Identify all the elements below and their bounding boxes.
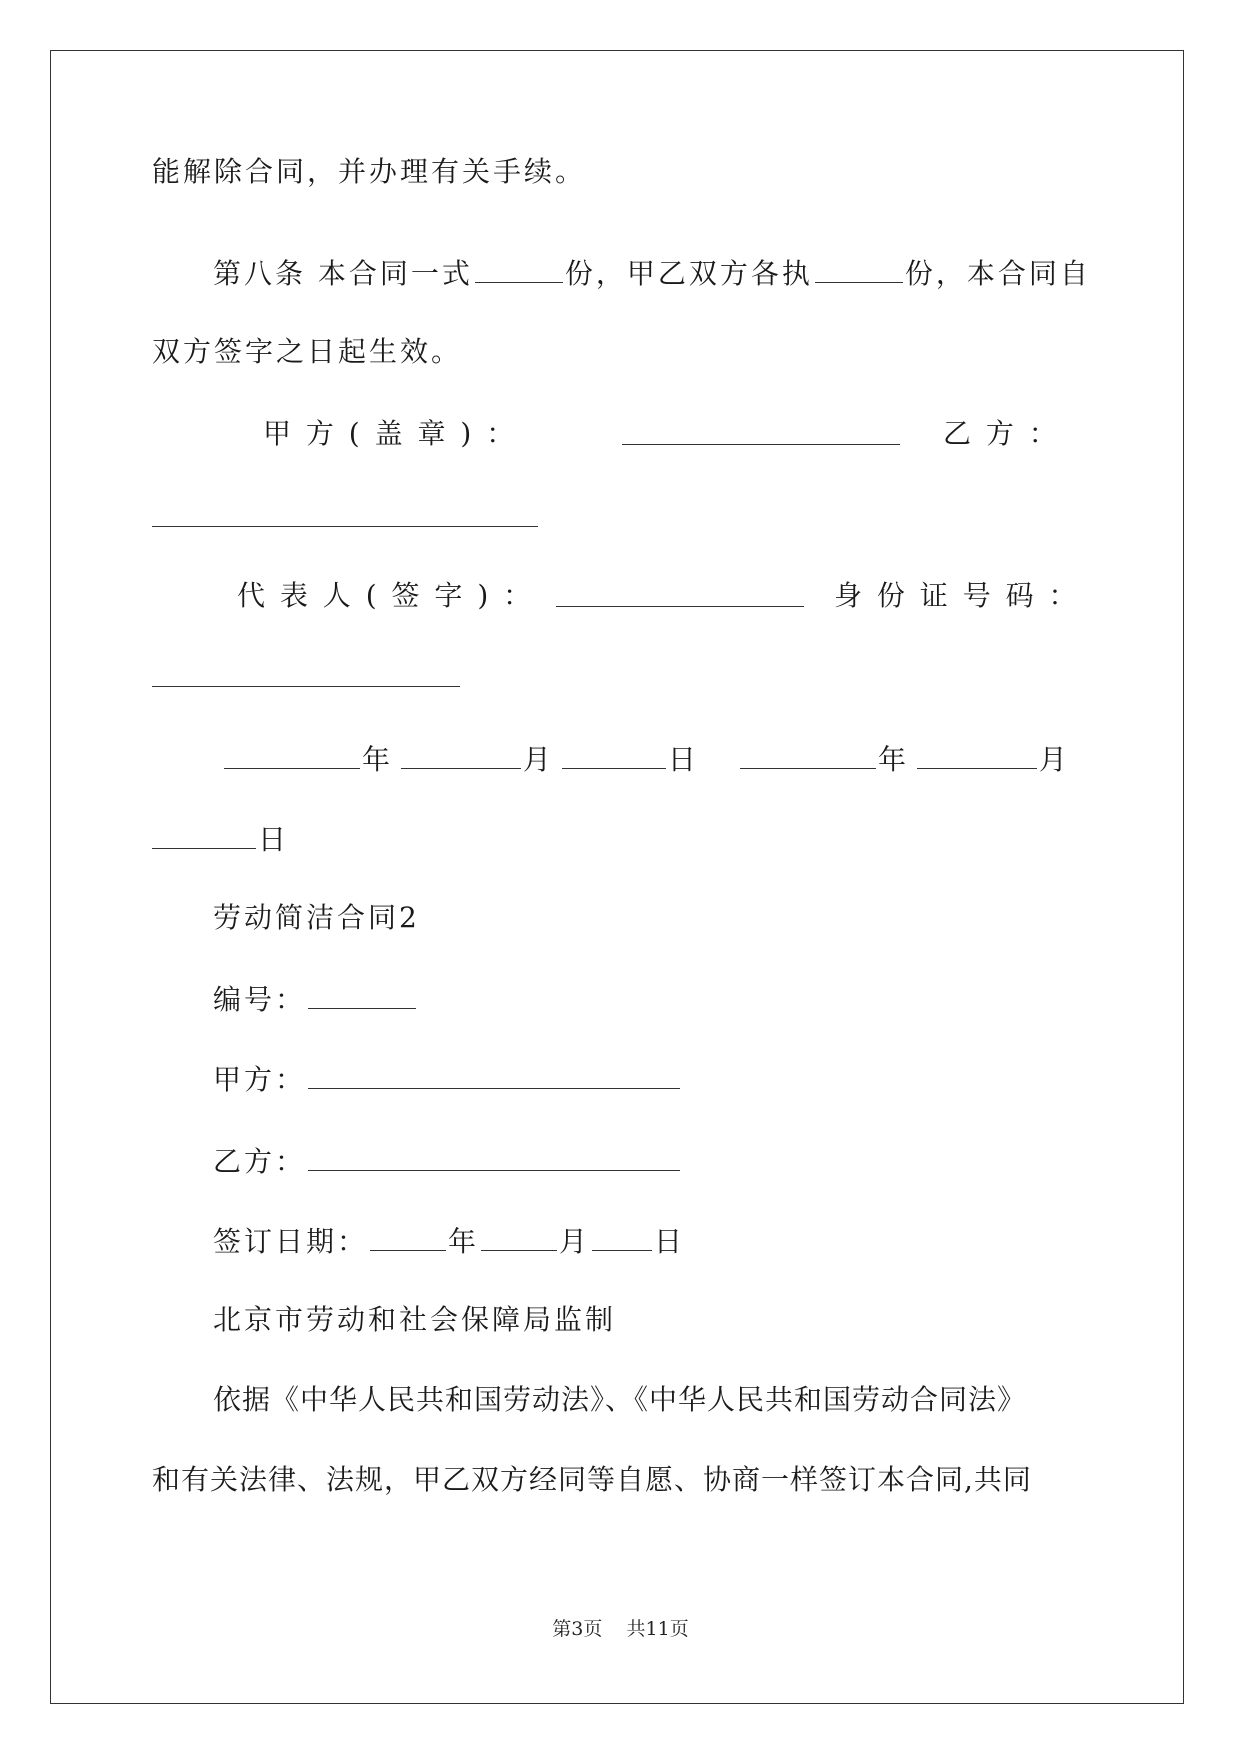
party-b-label: 乙 方 ： bbox=[943, 417, 1060, 450]
party-a-seal-blank-row bbox=[620, 414, 902, 456]
copies-each-blank[interactable] bbox=[815, 252, 903, 283]
sign-month-blank[interactable] bbox=[481, 1220, 557, 1251]
article-8-prefix: 第八条 本合同一式 bbox=[213, 257, 473, 290]
text-continuation: 能解除合同，并办理有关手续。 bbox=[152, 155, 587, 188]
article-8-line bbox=[213, 252, 1091, 294]
representative-label: 代 表 人 ( 签 字 ) ： bbox=[237, 579, 535, 612]
sign-date-row: 签订日期： 年 月 日 bbox=[213, 1220, 685, 1262]
day-blank-a[interactable] bbox=[562, 738, 666, 769]
party-a-row: 甲方： bbox=[213, 1058, 682, 1100]
paragraph-line bbox=[152, 332, 462, 372]
page-number: 第3页 共11页 bbox=[552, 1618, 689, 1640]
date-row-b: 年 月 bbox=[738, 738, 1067, 780]
number-row: 编号： bbox=[213, 978, 418, 1020]
article-8-end: 份，本合同自 bbox=[904, 257, 1091, 290]
paragraph-line bbox=[152, 152, 586, 192]
number-blank[interactable] bbox=[308, 978, 416, 1009]
month-blank-b[interactable] bbox=[917, 738, 1037, 769]
date-row-a: 年 月 日 bbox=[222, 738, 696, 780]
effective-text: 双方签字之日起生效。 bbox=[152, 335, 463, 368]
id-number-blank-row bbox=[150, 656, 462, 698]
party-b-blank[interactable] bbox=[152, 496, 538, 527]
party-a-seal-label: 甲 方 ( 盖 章 ) ： bbox=[263, 417, 518, 450]
year-blank-b[interactable] bbox=[740, 738, 876, 769]
page-footer bbox=[0, 1617, 1241, 1641]
basis-line-1: 依据《中华人民共和国劳动法》、《中华人民共和国劳动合同法》 bbox=[213, 1383, 1027, 1416]
copies-blank[interactable] bbox=[475, 252, 563, 283]
year-blank-a[interactable] bbox=[224, 738, 360, 769]
date-row-b-day: 日 bbox=[150, 818, 286, 860]
party-a-blank[interactable] bbox=[308, 1058, 680, 1089]
supervisor-line: 北京市劳动和社会保障局监制 bbox=[213, 1303, 617, 1336]
basis-line-2: 和有关法律、法规，甲乙双方经同等自愿、协商一样签订本合同,共同 bbox=[152, 1463, 1032, 1496]
article-8-mid: 份，甲乙双方各执 bbox=[564, 257, 813, 290]
party-b-name-blank[interactable] bbox=[308, 1140, 680, 1171]
month-blank-a[interactable] bbox=[401, 738, 521, 769]
page-border bbox=[50, 50, 1184, 1704]
id-number-label: 身 份 证 号 码 ： bbox=[834, 579, 1080, 612]
party-b-blank-row bbox=[150, 496, 540, 538]
contract-2-title: 劳动简洁合同2 bbox=[213, 901, 420, 934]
representative-blank[interactable] bbox=[556, 576, 804, 607]
id-number-blank[interactable] bbox=[152, 656, 460, 687]
party-a-seal-blank[interactable] bbox=[622, 414, 900, 445]
sign-year-blank[interactable] bbox=[370, 1220, 446, 1251]
party-b-row: 乙方： bbox=[213, 1140, 682, 1182]
representative-blank-row bbox=[554, 576, 806, 618]
day-blank-b[interactable] bbox=[152, 818, 256, 849]
sign-day-blank[interactable] bbox=[592, 1220, 652, 1251]
